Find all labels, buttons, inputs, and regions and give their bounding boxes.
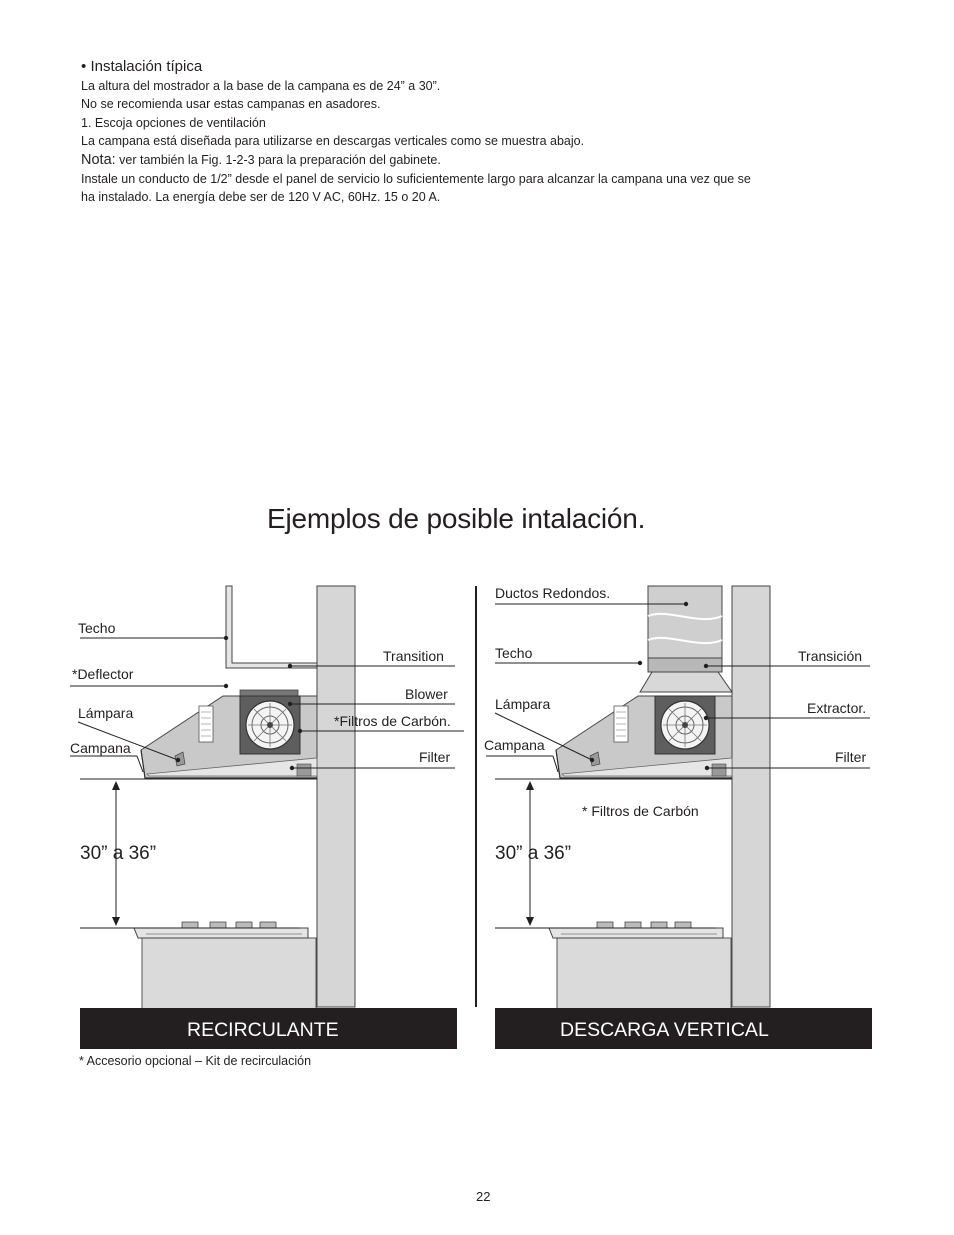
dimension-label: 30” a 36” (80, 843, 157, 864)
label-campana: Campana (484, 737, 545, 753)
label-blower: Blower (405, 686, 448, 702)
label-campana: Campana (70, 740, 131, 756)
wall (732, 586, 770, 1007)
duct-collar (648, 658, 722, 672)
intro-line-1: La altura del mostrador a la base de la campana es de 24” a 30”. (81, 78, 441, 93)
label-filtros: * Filtros de Carbón (582, 803, 699, 819)
cooktop (549, 922, 731, 1010)
heading-text: Instalación típica (90, 58, 203, 75)
label-techo: Techo (78, 620, 116, 636)
label-techo: Techo (495, 645, 533, 661)
label-deflector: *Deflector (72, 666, 134, 682)
label-filtros: *Filtros de Carbón. (334, 713, 451, 729)
banner-label: DESCARGA VERTICAL (560, 1019, 769, 1041)
intro-line-4: La campana está diseñada para utilizarse en descargas verticales como se muestra abajo. (81, 134, 585, 149)
nota-label: Nota: (81, 151, 116, 168)
intro-line-3: 1. Escoja opciones de ventilación (81, 115, 266, 130)
label-extractor: Extractor. (807, 700, 867, 716)
cooktop (134, 922, 316, 1010)
install-line-1: Instale un conducto de 1/2” desde el panel de servicio lo suficientemente largo para alcanzar la campana una vez que se (81, 171, 751, 186)
left-diagram (70, 586, 464, 1049)
label-lampara: Lámpara (495, 696, 551, 712)
ceiling-deflector (226, 586, 317, 668)
transition-cone (640, 672, 732, 692)
label-ductos: Ductos Redondos. (495, 585, 611, 601)
label-filter: Filter (419, 749, 451, 765)
section-title: Ejemplos de posible intalación. (267, 503, 646, 534)
transition-piece (240, 690, 298, 696)
label-filter: Filter (835, 749, 867, 765)
footnote: * Accesorio opcional – Kit de recirculación (79, 1054, 312, 1068)
install-line-2: ha instalado. La energía debe ser de 120 V AC, 60Hz. 15 o 20 A. (81, 190, 441, 205)
dimension-label: 30” a 36” (495, 843, 572, 864)
right-diagram (484, 585, 872, 1049)
label-transicion: Transición (798, 648, 863, 664)
bullet: • (81, 58, 87, 75)
wall (317, 586, 355, 1007)
banner-label: RECIRCULANTE (187, 1019, 339, 1041)
page-number: 22 (476, 1189, 491, 1204)
extractor-fan (655, 696, 715, 754)
intro-line-2: No se recomienda usar estas campanas en asadores. (81, 97, 381, 112)
label-lampara: Lámpara (78, 705, 134, 721)
label-transition: Transition (383, 648, 444, 664)
nota-text: ver también la Fig. 1-2-3 para la preparación del gabinete. (115, 152, 441, 167)
